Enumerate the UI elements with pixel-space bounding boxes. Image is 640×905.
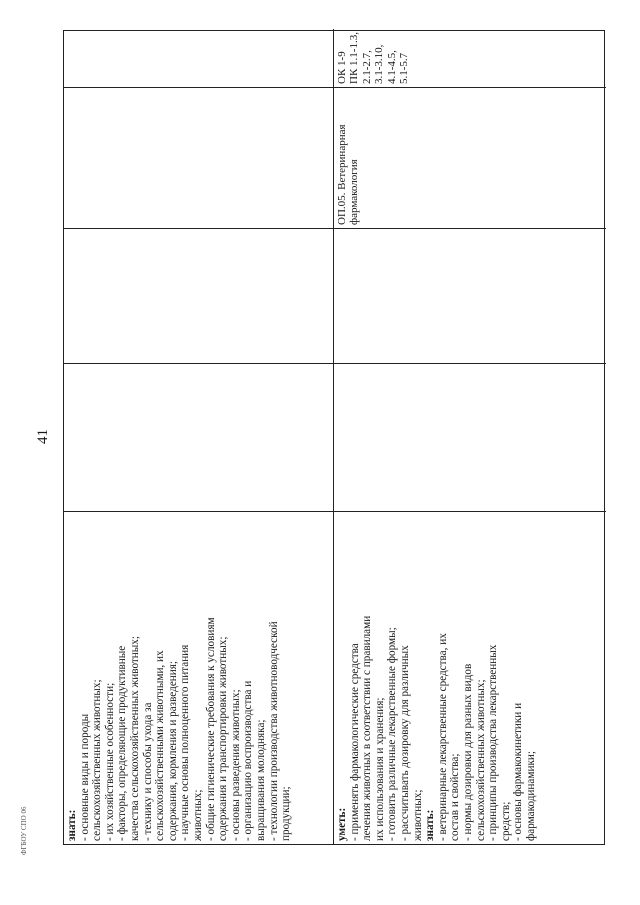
- text-line: уметь:: [336, 807, 348, 841]
- text-line: - факторы, определяющие продуктивные: [116, 645, 129, 841]
- text-line: - основные виды и породы: [78, 713, 91, 841]
- text-line: сельскохозяйственными животными, их: [154, 650, 167, 841]
- text-line: - нормы дозировки для разных видов: [461, 663, 474, 841]
- text-line: содержания и транспортировки животных;: [217, 636, 230, 841]
- text-line: - рассчитывать дозировку для различных: [398, 645, 411, 841]
- table-row: [334, 29, 606, 844]
- text-line: сельскохозяйственных животных;: [91, 679, 104, 841]
- text-line: ОП.05. Ветеринарная: [336, 124, 348, 225]
- text-line: ПК 1.1-1.3,: [348, 32, 361, 84]
- text-line: животных;: [191, 789, 204, 841]
- page-number: 41: [35, 429, 51, 444]
- text-line: содержания, кормления и разведения;: [166, 660, 179, 841]
- text-line: средств;: [499, 801, 512, 841]
- empty-cell: [64, 87, 333, 228]
- skills-knowledge-cell: [334, 511, 606, 844]
- text-line: 4.1-4.5,: [385, 50, 398, 84]
- text-line: - основы разведения животных;: [229, 689, 242, 841]
- competencies-cell: [334, 29, 606, 87]
- text-line: - научные основы полноценного питания: [179, 644, 192, 841]
- text-line: продукции;: [280, 786, 293, 841]
- text-line: фармакодинамики;: [524, 751, 537, 841]
- text-line: выращивания молодняка;: [254, 719, 267, 841]
- text-line: 3.1-3.10,: [373, 44, 386, 84]
- text-line: сельскохозяйственных животных;: [474, 679, 487, 841]
- text-line: 5.1-5.7: [398, 52, 411, 84]
- text-line: - принципы производства лекарственных: [487, 644, 500, 841]
- text-line: животных;: [411, 789, 424, 841]
- text-line: их использования и хранения;: [373, 697, 386, 841]
- text-line: фармакология: [348, 159, 361, 225]
- empty-cell: [64, 363, 333, 511]
- text-line: состав и свойства;: [449, 753, 462, 841]
- text-line: лечения животных в соответствии с правилами: [361, 615, 374, 841]
- text-line: - технологии производства животноводческой: [267, 621, 280, 841]
- text-line: ОК 1-9: [336, 51, 348, 84]
- text-line: качества сельскохозяйственных животных;: [128, 635, 141, 841]
- text-line: - организацию воспроизводства и: [242, 680, 255, 841]
- empty-cell: [334, 228, 606, 363]
- text-line: - ветеринарные лекарственные средства, их: [436, 633, 449, 841]
- empty-cell: [64, 29, 333, 87]
- footer-code: ФГБОУ СПО 06: [20, 806, 28, 855]
- table-row: [64, 29, 334, 844]
- discipline-cell: [334, 87, 606, 228]
- knowledge-cell: [64, 511, 333, 844]
- text-line: 2.1-2.7,: [360, 50, 373, 84]
- text-line: знать:: [424, 809, 437, 841]
- text-line: знать:: [66, 809, 78, 841]
- empty-cell: [64, 228, 333, 363]
- text-line: - готовить различные лекарственные формы;: [386, 627, 399, 841]
- empty-cell: [334, 363, 606, 511]
- text-line: - применять фармакологические средства: [348, 643, 361, 841]
- rotated-page: [63, 30, 605, 845]
- text-line: - общие гигиенические требования к условиям: [204, 617, 217, 841]
- text-line: - их хозяйственные особенности;: [103, 682, 116, 841]
- text-line: - основы фармакокинетики и: [512, 702, 525, 841]
- text-line: - технику и способы ухода за: [141, 702, 154, 841]
- competency-table: [63, 30, 605, 845]
